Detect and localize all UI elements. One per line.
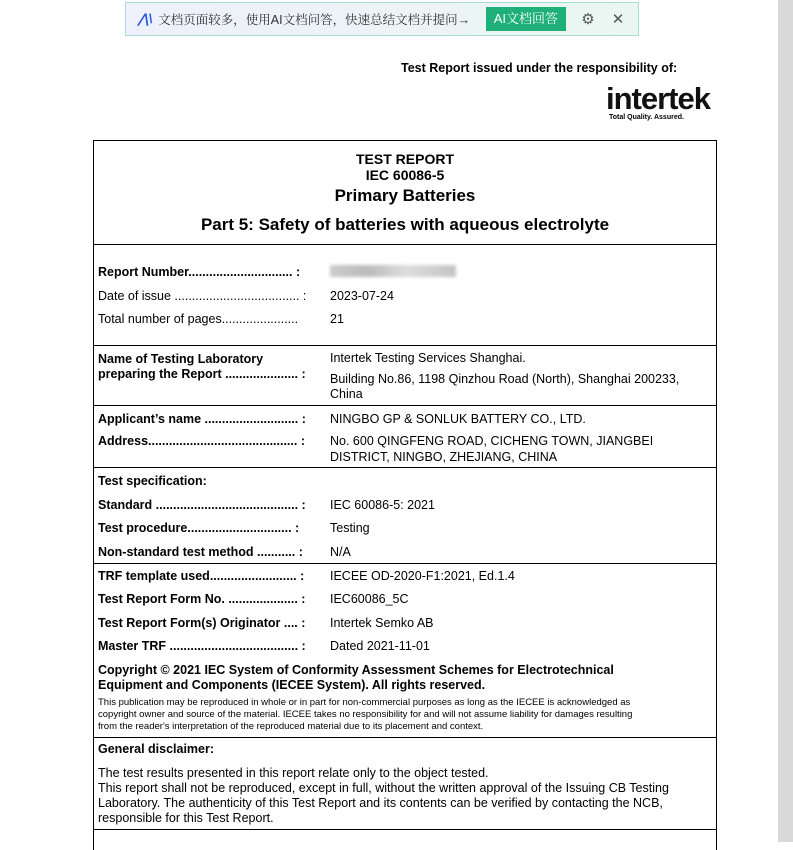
applicant-address: No. 600 QINGFENG ROAD, CICHENG TOWN, JIANGBEI — [330, 434, 654, 448]
report-number-label: Report Number.............................. : — [98, 265, 301, 279]
report-cover — [93, 140, 717, 850]
lab-label-2: preparing the Report ..................... : — [98, 367, 306, 381]
lab-address: Building No.86, 1198 Qinzhou Road (North), Shanghai 200233, — [330, 372, 680, 386]
applicant-section — [94, 406, 716, 468]
close-icon[interactable]: ✕ — [611, 11, 625, 28]
applicant-address-2: DISTRICT, NINGBO, ZHEJIANG, CHINA — [330, 450, 558, 464]
disclaimer-heading: General disclaimer: — [98, 742, 215, 756]
applicant-name: NINGBO GP & SONLUK BATTERY CO., LTD. — [330, 412, 586, 426]
banner-message[interactable]: 文档页面较多，使用AI文档问答，快速总结文档并提问→ — [158, 13, 471, 27]
trf-originator-label: Test Report Form(s) Originator .... : — [98, 616, 306, 630]
nonstd-value: N/A — [330, 545, 351, 559]
spec-section — [94, 468, 716, 564]
disclaimer-text: The test results presented in this report relate only to the object tested. — [98, 766, 489, 780]
trf-section — [94, 564, 716, 738]
address-label: Address........................................... : — [98, 434, 305, 448]
trf-template-value: IECEE OD-2020-F1:2021, Ed.1.4 — [330, 569, 515, 583]
title-line: TEST REPORT — [355, 151, 454, 167]
lab-section — [94, 346, 716, 406]
applicant-label: Applicant’s name ........................... : — [98, 412, 306, 426]
title-standard: IEC 60086-5 — [365, 167, 445, 183]
disclaimer-text-2: This report shall not be reproduced, except in full, without the written approval of the Issuing CB Testing — [98, 781, 669, 795]
issued-text: Test Report issued under the responsibility of: — [401, 61, 678, 75]
trf-originator-value: Intertek Semko AB — [330, 616, 434, 630]
report-number-redacted — [330, 265, 456, 277]
procedure-value: Testing — [330, 521, 370, 535]
standard-value: IEC 60086-5: 2021 — [330, 498, 435, 512]
intertek-logo: intertek Total Quality. Assured. — [606, 81, 710, 121]
copyright-text: Copyright © 2021 IEC System of Conformity Assessment Schemes for Electrotechnical — [98, 663, 614, 677]
ai-banner — [125, 2, 639, 36]
publication-note-2: copyright owner and source of the material. IECEE takes no responsibility for and will not assume liability for damages resulting — [98, 709, 633, 720]
report-info — [94, 245, 716, 346]
procedure-label: Test procedure.............................. : — [98, 521, 300, 535]
lab-address-2: China — [330, 387, 363, 401]
disclaimer-text-4: responsible for this Test Report. — [98, 811, 274, 825]
master-trf-label: Master TRF ..................................... : — [98, 639, 306, 653]
trf-template-label: TRF template used......................... : — [98, 569, 305, 583]
lab-label: Name of Testing Laboratory — [98, 352, 264, 366]
lab-name: Intertek Testing Services Shanghai. — [330, 351, 526, 365]
publication-note: This publication may be reproduced in whole or in part for non-commercial purposes as long as the IECEE is acknowledged as — [98, 697, 631, 708]
ai-answer-button[interactable]: AI文档回答 — [486, 7, 566, 31]
title-part: Part 5: Safety of batteries with aqueous electrolyte — [200, 215, 610, 234]
date-value: 2023-07-24 — [330, 289, 394, 303]
ai-logo-icon: ⋀\ — [138, 11, 153, 26]
title-subject: Primary Batteries — [334, 186, 476, 205]
gear-icon[interactable]: ⚙ — [581, 11, 595, 28]
publication-note-3: from the reader's interpretation of the reproduced material due to its placement and context. — [98, 721, 484, 732]
trf-form-value: IEC60086_5C — [330, 592, 409, 606]
date-label: Date of issue .................................... : — [98, 289, 307, 303]
scrollbar[interactable] — [778, 0, 793, 842]
master-trf-value: Dated 2021-11-01 — [330, 639, 430, 653]
disclaimer-section — [94, 738, 716, 830]
pages-label: Total number of pages...................... — [98, 312, 299, 326]
copyright-text-2: Equipment and Components (IECEE System). All rights reserved. — [98, 678, 486, 692]
trf-form-label: Test Report Form No. .................... : — [98, 592, 306, 606]
nonstd-label: Non-standard test method ........... : — [98, 545, 303, 559]
disclaimer-text-3: Laboratory. The authenticity of this Test Report and its contents can be verified by contacting the NCB, — [98, 796, 663, 810]
title-section — [94, 141, 716, 245]
pages-value: 21 — [330, 312, 344, 326]
spec-heading: Test specification: — [98, 474, 207, 488]
standard-label: Standard ......................................... : — [98, 498, 306, 512]
